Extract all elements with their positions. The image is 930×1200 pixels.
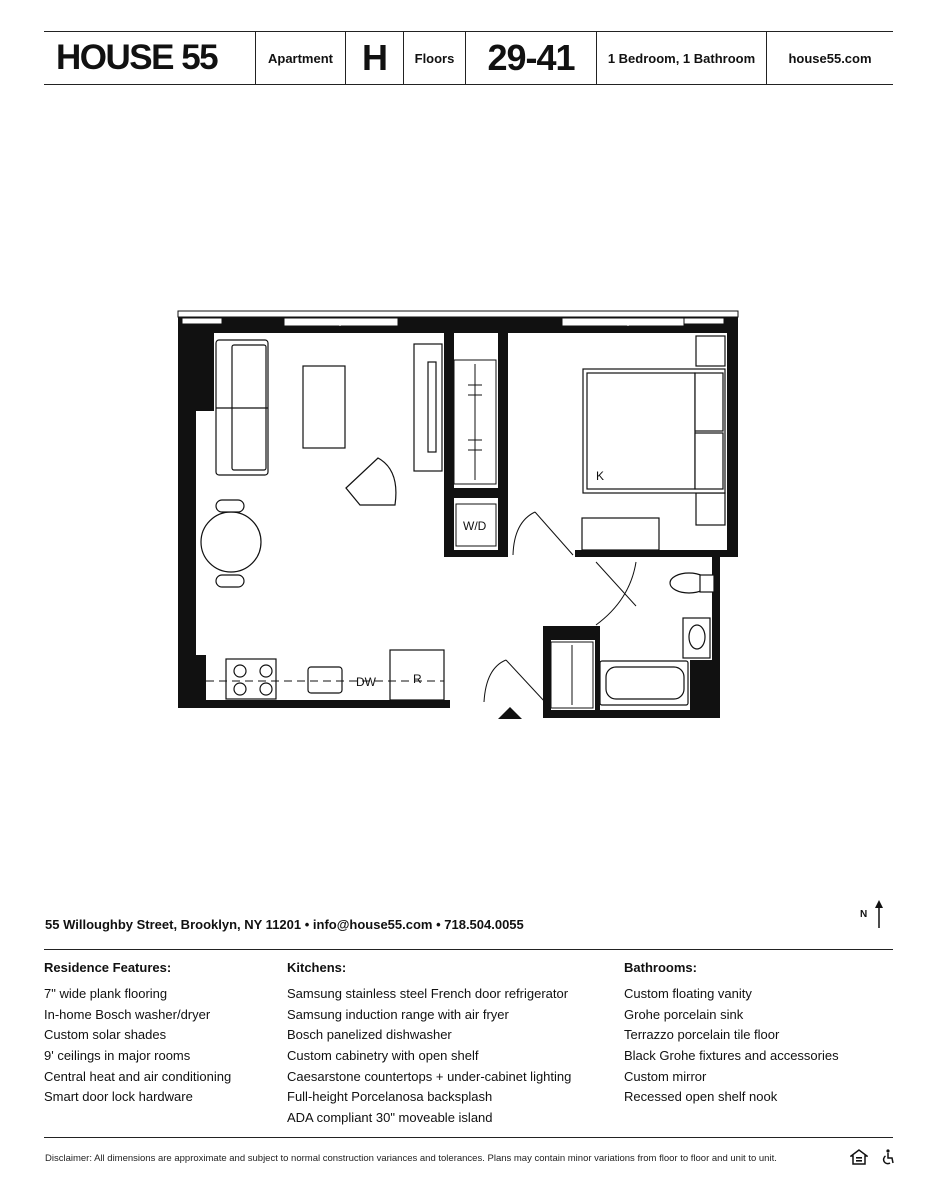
residence-features bbox=[44, 960, 231, 1108]
bathroom-features-title: Bathrooms: bbox=[624, 960, 697, 975]
list-item: Caesarstone countertops + under-cabinet lighting bbox=[287, 1068, 572, 1084]
north-indicator bbox=[860, 900, 890, 930]
list-item: 7" wide plank flooring bbox=[44, 986, 168, 1001]
residence-features-title: Residence Features: bbox=[44, 960, 172, 975]
list-item: 9' ceilings in major rooms bbox=[44, 1048, 191, 1064]
list-item: Custom floating vanity bbox=[624, 986, 752, 1001]
north-label: N bbox=[860, 909, 868, 920]
closets bbox=[454, 360, 593, 708]
refrigerator-label: R bbox=[413, 672, 422, 686]
accessibility-icon bbox=[880, 1149, 896, 1165]
list-item: ADA compliant 30" moveable island bbox=[287, 1110, 493, 1126]
list-item: Smart door lock hardware bbox=[44, 1089, 193, 1105]
north-arrow-icon bbox=[874, 900, 888, 928]
disclaimer: Disclaimer: All dimensions are approximate and subject to normal construction variances and tolerances. Plans may contain minor variations from floor to floor and unit to unit. bbox=[45, 1153, 777, 1164]
list-item: Full-height Porcelanosa backsplash bbox=[287, 1089, 493, 1105]
divider bbox=[44, 1137, 893, 1138]
floors-value: 29-41 bbox=[466, 32, 597, 84]
website-link[interactable]: house55.com bbox=[788, 50, 872, 66]
bedroom-furniture bbox=[582, 336, 725, 550]
bathroom-features bbox=[624, 960, 839, 1108]
list-item: Bosch panelized dishwasher bbox=[287, 1027, 452, 1043]
list-item: Black Grohe fixtures and accessories bbox=[624, 1048, 839, 1064]
list-item: Custom cabinetry with open shelf bbox=[287, 1048, 479, 1064]
floors-label: Floors bbox=[404, 32, 466, 84]
equal-housing-icon bbox=[850, 1149, 868, 1165]
bed-size-label: K bbox=[596, 469, 605, 483]
list-item: Custom mirror bbox=[624, 1068, 707, 1084]
living-furniture bbox=[201, 340, 442, 587]
compliance-icons bbox=[850, 1149, 896, 1165]
list-item: Central heat and air conditioning bbox=[44, 1068, 232, 1084]
kitchen-features-title: Kitchens: bbox=[287, 960, 347, 975]
apartment-value: H bbox=[346, 32, 404, 84]
entry-arrow bbox=[498, 707, 522, 719]
list-item: Samsung induction range with air fryer bbox=[287, 1006, 509, 1022]
list-item: Recessed open shelf nook bbox=[624, 1089, 778, 1105]
washer-dryer-label: W/D bbox=[463, 519, 487, 533]
list-item: Samsung stainless steel French door refrigerator bbox=[287, 986, 569, 1001]
apartment-label: Apartment bbox=[256, 32, 346, 84]
list-item: Custom solar shades bbox=[44, 1027, 167, 1043]
contact-line: 55 Willoughby Street, Brooklyn, NY 11201 • info@house55.com • 718.504.0055 bbox=[45, 917, 524, 932]
list-item: In-home Bosch washer/dryer bbox=[44, 1006, 211, 1022]
list-item: Terrazzo porcelain tile floor bbox=[624, 1027, 780, 1043]
dishwasher-label: DW bbox=[356, 675, 376, 689]
brand-logo: HOUSE 55 bbox=[44, 32, 256, 84]
kitchen-features bbox=[287, 960, 571, 1129]
kitchen bbox=[226, 650, 444, 700]
unit-type: 1 Bedroom, 1 Bathroom bbox=[597, 32, 767, 84]
list-item: Grohe porcelain sink bbox=[624, 1006, 744, 1022]
divider bbox=[44, 949, 893, 950]
